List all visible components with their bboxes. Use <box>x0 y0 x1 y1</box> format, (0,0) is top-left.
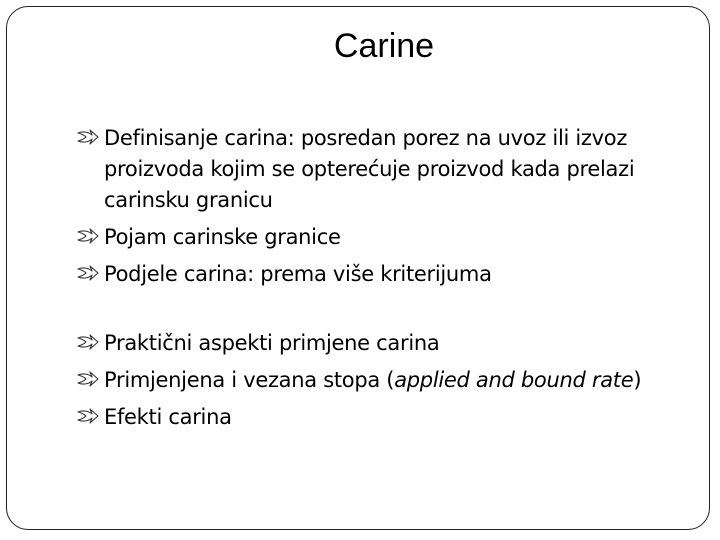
bullet-text: Podjele carina: prema više kriterijuma <box>104 262 492 286</box>
slide-title: Carine <box>333 27 435 65</box>
bullet-text: Efekti carina <box>104 405 232 429</box>
bullet-text: Pojam carinske granice <box>104 225 341 249</box>
bullet-text: Praktični aspekti primjene carina <box>104 331 440 355</box>
bullet-text: Primjenjena i vezana stopa ( <box>104 368 395 392</box>
bullet-item <box>77 402 677 433</box>
ribbon-arrow-icon <box>77 408 99 424</box>
bullet-text: ) <box>633 368 642 392</box>
ribbon-arrow-icon <box>77 334 99 350</box>
bullet-item <box>77 365 677 396</box>
bullet-list <box>77 123 677 439</box>
bullet-item <box>77 328 677 359</box>
ribbon-arrow-icon <box>77 129 99 145</box>
bullet-item <box>77 259 677 290</box>
ribbon-arrow-icon <box>77 371 99 387</box>
bullet-text-italic: applied and bound rate <box>394 368 634 392</box>
ribbon-arrow-icon <box>77 265 99 281</box>
ribbon-arrow-icon <box>77 228 99 244</box>
slide <box>6 6 710 530</box>
bullet-text: Definisanje carina: posredan porez na uvoz ili izvoz proizvoda kojim se opterećuje proizvod kada prelazi carinsku granicu <box>104 126 635 212</box>
bullet-item <box>77 123 677 216</box>
bullet-item <box>77 222 677 253</box>
